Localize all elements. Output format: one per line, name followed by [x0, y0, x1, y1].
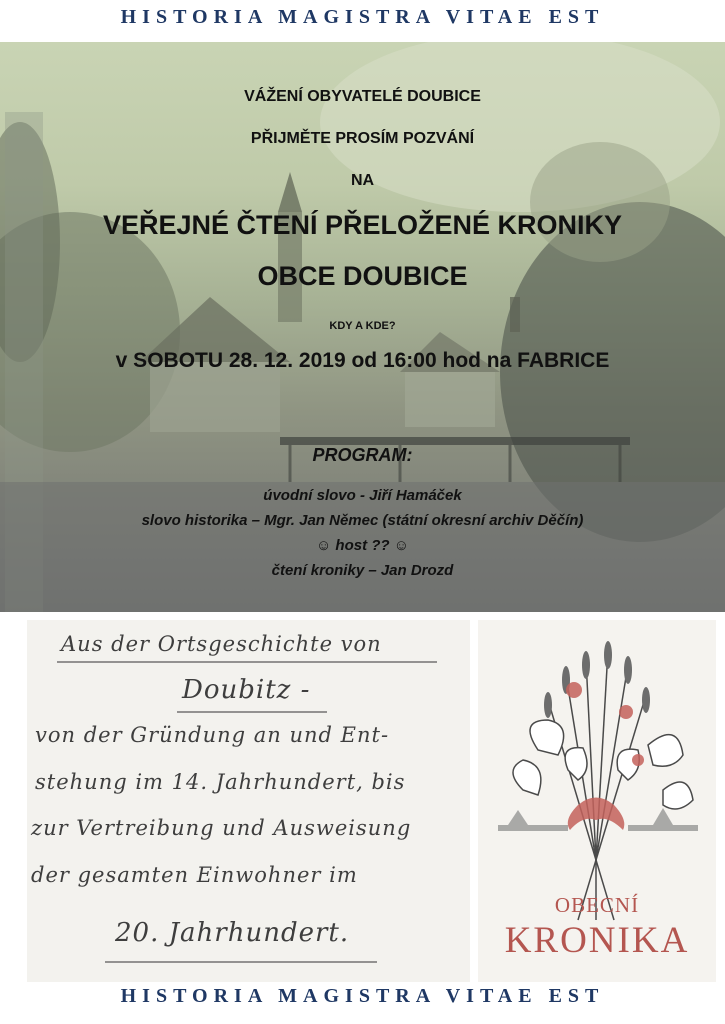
historic-village-photo [0, 42, 725, 612]
event-date-place: v SOBOTU 28. 12. 2019 od 16:00 hod na FABRICE [115, 349, 610, 372]
program-heading: PROGRAM: [312, 445, 413, 465]
manuscript-line: Doubitz - [182, 675, 311, 705]
banner-motto-top: HISTORIA MAGISTRA VITAE EST [120, 6, 605, 28]
event-title-village: OBCE DOUBICE [257, 261, 468, 291]
program-item: úvodní slovo - Jiří Hamáček [263, 487, 462, 504]
program-item: čtení kroniky – Jan Drozd [271, 562, 454, 579]
manuscript-line: zur Vertreibung und Ausweisung [31, 816, 412, 840]
manuscript-line: Aus der Ortsgeschichte von [61, 632, 382, 656]
chronicle-cover [478, 620, 716, 982]
manuscript-line: der gesamten Einwohner im [31, 863, 358, 887]
program-item: ☺ host ?? ☺ [315, 537, 410, 554]
invitation-line: PŘIJMĚTE PROSÍM POZVÁNÍ [250, 130, 475, 147]
program-item: slovo historika – Mgr. Jan Němec (státní okresní archiv Děčín) [141, 512, 584, 529]
preposition-line: NA [350, 172, 375, 189]
manuscript-line: 20. Jahrhundert. [115, 918, 350, 948]
when-where-label: KDY A KDE? [329, 320, 396, 332]
event-title: VEŘEJNÉ ČTENÍ PŘELOŽENÉ KRONIKY [102, 210, 623, 240]
manuscript-line: von der Gründung an und Ent- [35, 723, 390, 747]
manuscript-line: stehung im 14. Jahrhundert, bis [35, 770, 406, 794]
handwritten-chronicle-page [27, 620, 470, 982]
banner-motto-bottom: HISTORIA MAGISTRA VITAE EST [120, 985, 605, 1007]
greeting-line: VÁŽENÍ OBYVATELÉ DOUBICE [244, 88, 481, 105]
cover-title-word2: KRONIKA [504, 920, 690, 961]
cover-title-word1: OBECNÍ [554, 893, 640, 917]
